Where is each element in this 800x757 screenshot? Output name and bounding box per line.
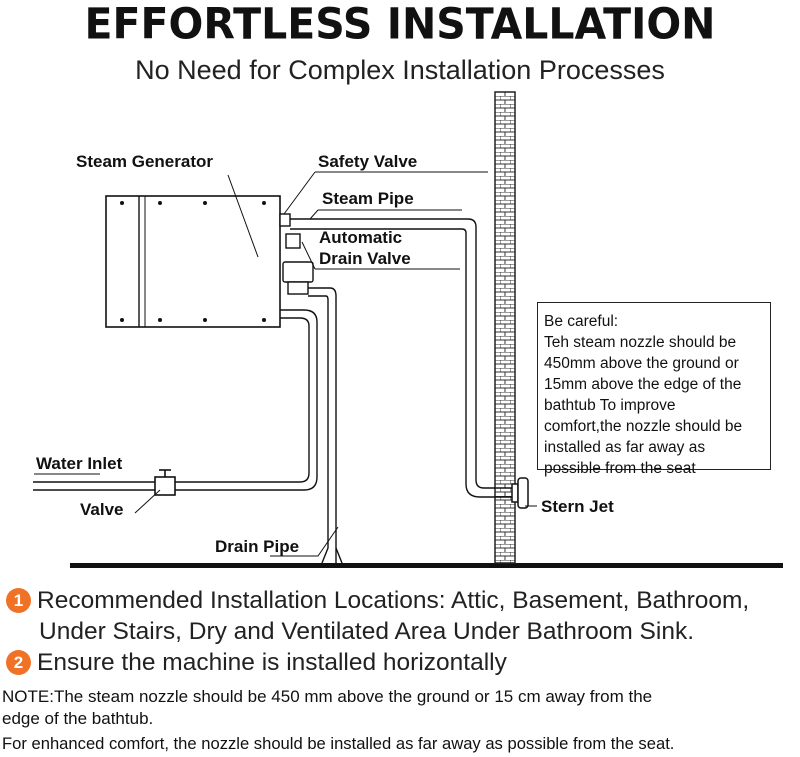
- safety-valve-fitting: [280, 214, 290, 226]
- label-automatic: Automatic: [319, 228, 403, 247]
- note-box-line: installed as far away as: [544, 439, 706, 456]
- note-box-line: possible from the seat: [544, 460, 696, 477]
- note-line-3: For enhanced comfort, the nozzle should be installed as far away as possible from the seat.: [2, 734, 675, 753]
- label-water-inlet: Water Inlet: [36, 454, 123, 473]
- point-text: Recommended Installation Locations: Attic, Basement, Bathroom,: [37, 587, 750, 614]
- ground-line: [70, 563, 783, 568]
- label-steam-generator: Steam Generator: [76, 152, 213, 171]
- note-line-2: edge of the bathtub.: [2, 709, 154, 728]
- label-stern-jet: Stern Jet: [541, 497, 614, 516]
- drain-pipe: [308, 288, 342, 563]
- point-1: [6, 585, 749, 647]
- automatic-drain-valve-fitting: [283, 234, 313, 294]
- page-title: EFFORTLESS INSTALLATION: [84, 0, 716, 50]
- point-number-badge: 2: [6, 650, 31, 675]
- point-number-badge: 1: [6, 588, 31, 613]
- note-box-line: Be careful:: [544, 313, 619, 330]
- note-box-line: bathtub To improve: [544, 397, 676, 414]
- page-subtitle: No Need for Complex Installation Processes: [135, 55, 665, 85]
- leader-valve: [135, 490, 160, 513]
- caution-note-box: [537, 302, 771, 477]
- note-box-line: 15mm above the edge of the: [544, 376, 742, 393]
- note-box-line: comfort,the nozzle should be: [544, 418, 743, 435]
- label-steam-pipe: Steam Pipe: [322, 189, 414, 208]
- point-text-continued: Under Stairs, Dry and Ventilated Area Under Bathroom Sink.: [39, 618, 695, 645]
- note-box-line: 450mm above the ground or: [544, 355, 739, 372]
- label-safety-valve: Safety Valve: [318, 152, 418, 171]
- label-drain-pipe: Drain Pipe: [215, 537, 300, 556]
- leader-steam-pipe: [310, 210, 462, 219]
- note-line-1: NOTE:The steam nozzle should be 450 mm above the ground or 15 cm away from the: [2, 687, 653, 706]
- point-text: Ensure the machine is installed horizontally: [37, 649, 507, 676]
- label-drain-valve: Drain Valve: [319, 249, 411, 268]
- label-valve: Valve: [80, 500, 124, 519]
- point-2: [6, 647, 507, 678]
- steam-generator-unit: [106, 196, 280, 327]
- note-box-line: Teh steam nozzle should be: [544, 334, 737, 351]
